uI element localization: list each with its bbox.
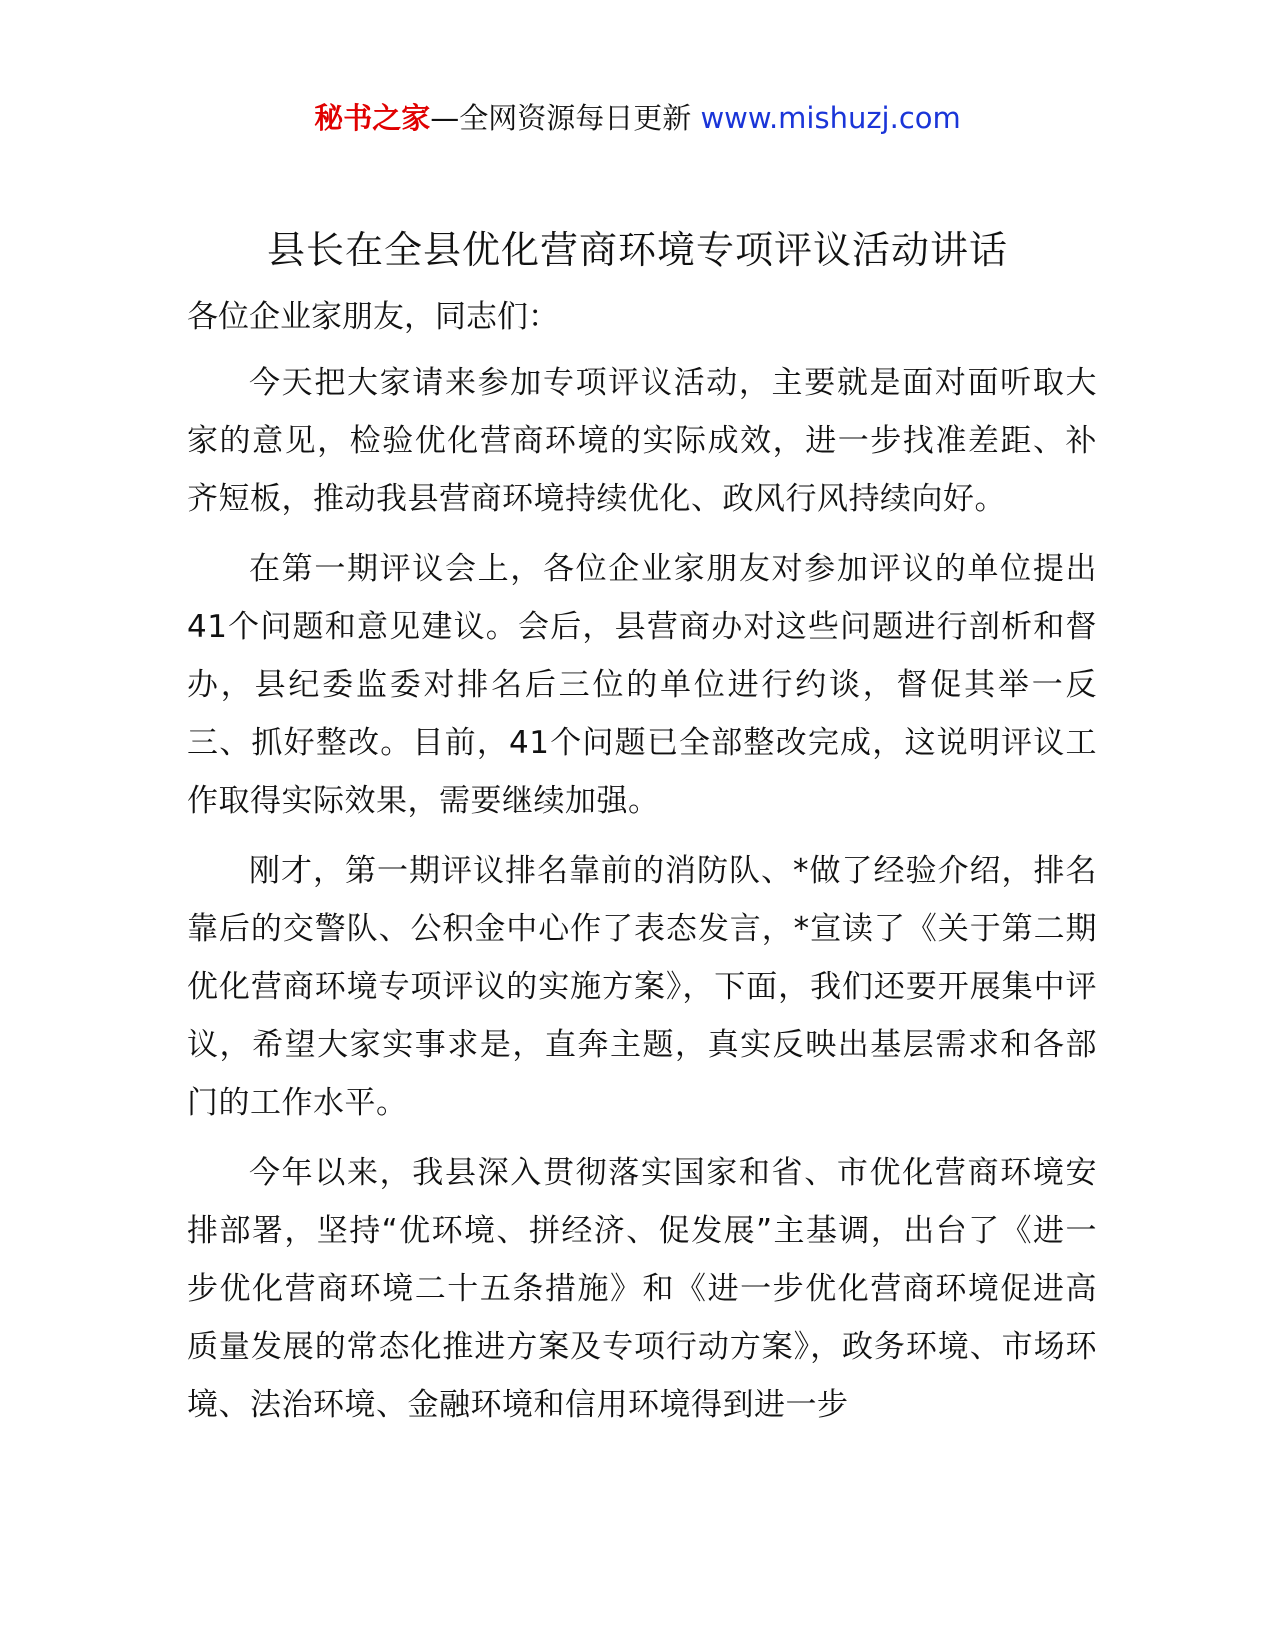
paragraph-3: 刚才，第一期评议排名靠前的消防队、*做了经验介绍，排名靠后的交警队、公积金中心作了表态发言，*宣读了《关于第二期优化营商环境专项评议的实施方案》，下面，我们还要开展集中评议，希望大家实事求是，直奔主题，真实反映出基层需求和各部门的工作水平。 xyxy=(187,853,1097,1121)
site-brand: 秘书之家 xyxy=(314,101,431,135)
site-url-link[interactable]: www.mishuzj.com xyxy=(700,101,961,135)
site-header xyxy=(0,98,1275,138)
document-body xyxy=(187,288,1097,1446)
paragraph-1: 今天把大家请来参加专项评议活动，主要就是面对面听取大家的意见，检验优化营商环境的实际成效，进一步找准差距、补齐短板，推动我县营商环境持续优化、政风行风持续向好。 xyxy=(187,365,1097,517)
paragraph-2: 在第一期评议会上，各位企业家朋友对参加评议的单位提出41个问题和意见建议。会后，县营商办对这些问题进行剖析和督办，县纪委监委对排名后三位的单位进行约谈，督促其举一反三、抓好整改。目前，41个问题已全部整改完成，这说明评议工作取得实际效果，需要继续加强。 xyxy=(187,551,1097,819)
salutation: 各位企业家朋友，同志们： xyxy=(187,299,559,335)
document-title: 县长在全县优化营商环境专项评议活动讲话 xyxy=(266,228,1008,272)
site-slogan: —全网资源每日更新 xyxy=(430,101,692,135)
paragraph-4: 今年以来，我县深入贯彻落实国家和省、市优化营商环境安排部署，坚持“优环境、拼经济、促发展”主基调，出台了《进一步优化营商环境二十五条措施》和《进一步优化营商环境促进高质量发展的常态化推进方案及专项行动方案》，政务环境、市场环境、法治环境、金融环境和信用环境得到进一步 xyxy=(187,1155,1097,1423)
